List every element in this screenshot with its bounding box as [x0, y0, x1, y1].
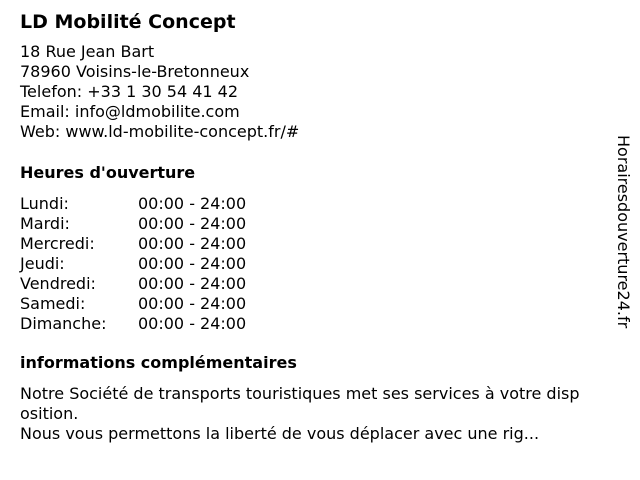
- time-range: 00:00 - 24:00: [138, 214, 247, 233]
- time-range: 00:00 - 24:00: [138, 314, 247, 333]
- info-line: osition.: [20, 404, 79, 423]
- day-label: Vendredi:: [20, 274, 96, 293]
- time-range: 00:00 - 24:00: [138, 194, 247, 213]
- additional-info-heading: informations complémentaires: [20, 353, 297, 372]
- phone-number: Telefon: +33 1 30 54 41 42: [20, 82, 239, 101]
- info-line: Nous vous permettons la liberté de vous déplacer avec une rig...: [20, 424, 540, 443]
- day-label: Lundi:: [20, 194, 69, 213]
- hours-row-vendredi: [20, 274, 246, 294]
- day-label: Mercredi:: [20, 234, 95, 253]
- additional-info-text: [20, 384, 600, 444]
- hours-row-lundi: [20, 194, 246, 214]
- time-range: 00:00 - 24:00: [138, 294, 247, 313]
- business-name: LD Mobilité Concept: [20, 11, 236, 33]
- site-watermark: Horairesdouverture24.fr: [614, 135, 633, 329]
- hours-row-samedi: [20, 294, 246, 314]
- hours-row-mardi: [20, 214, 246, 234]
- day-label: Dimanche:: [20, 314, 107, 333]
- website-address: Web: www.ld-mobilite-concept.fr/#: [20, 122, 300, 141]
- email-address: Email: info@ldmobilite.com: [20, 102, 240, 121]
- day-label: Samedi:: [20, 294, 86, 313]
- address-street: 18 Rue Jean Bart: [20, 42, 155, 61]
- opening-hours-heading: Heures d'ouverture: [20, 163, 196, 182]
- time-range: 00:00 - 24:00: [138, 254, 247, 273]
- business-card: [20, 10, 610, 142]
- day-label: Mardi:: [20, 214, 70, 233]
- hours-row-mercredi: [20, 234, 246, 254]
- hours-row-dimanche: [20, 314, 246, 334]
- address-city: 78960 Voisins-le-Bretonneux: [20, 62, 250, 81]
- time-range: 00:00 - 24:00: [138, 274, 247, 293]
- day-label: Jeudi:: [20, 254, 65, 273]
- hours-row-jeudi: [20, 254, 246, 274]
- opening-hours-table: [20, 194, 246, 334]
- info-line: Notre Société de transports touristiques met ses services à votre disp: [20, 384, 580, 403]
- time-range: 00:00 - 24:00: [138, 234, 247, 253]
